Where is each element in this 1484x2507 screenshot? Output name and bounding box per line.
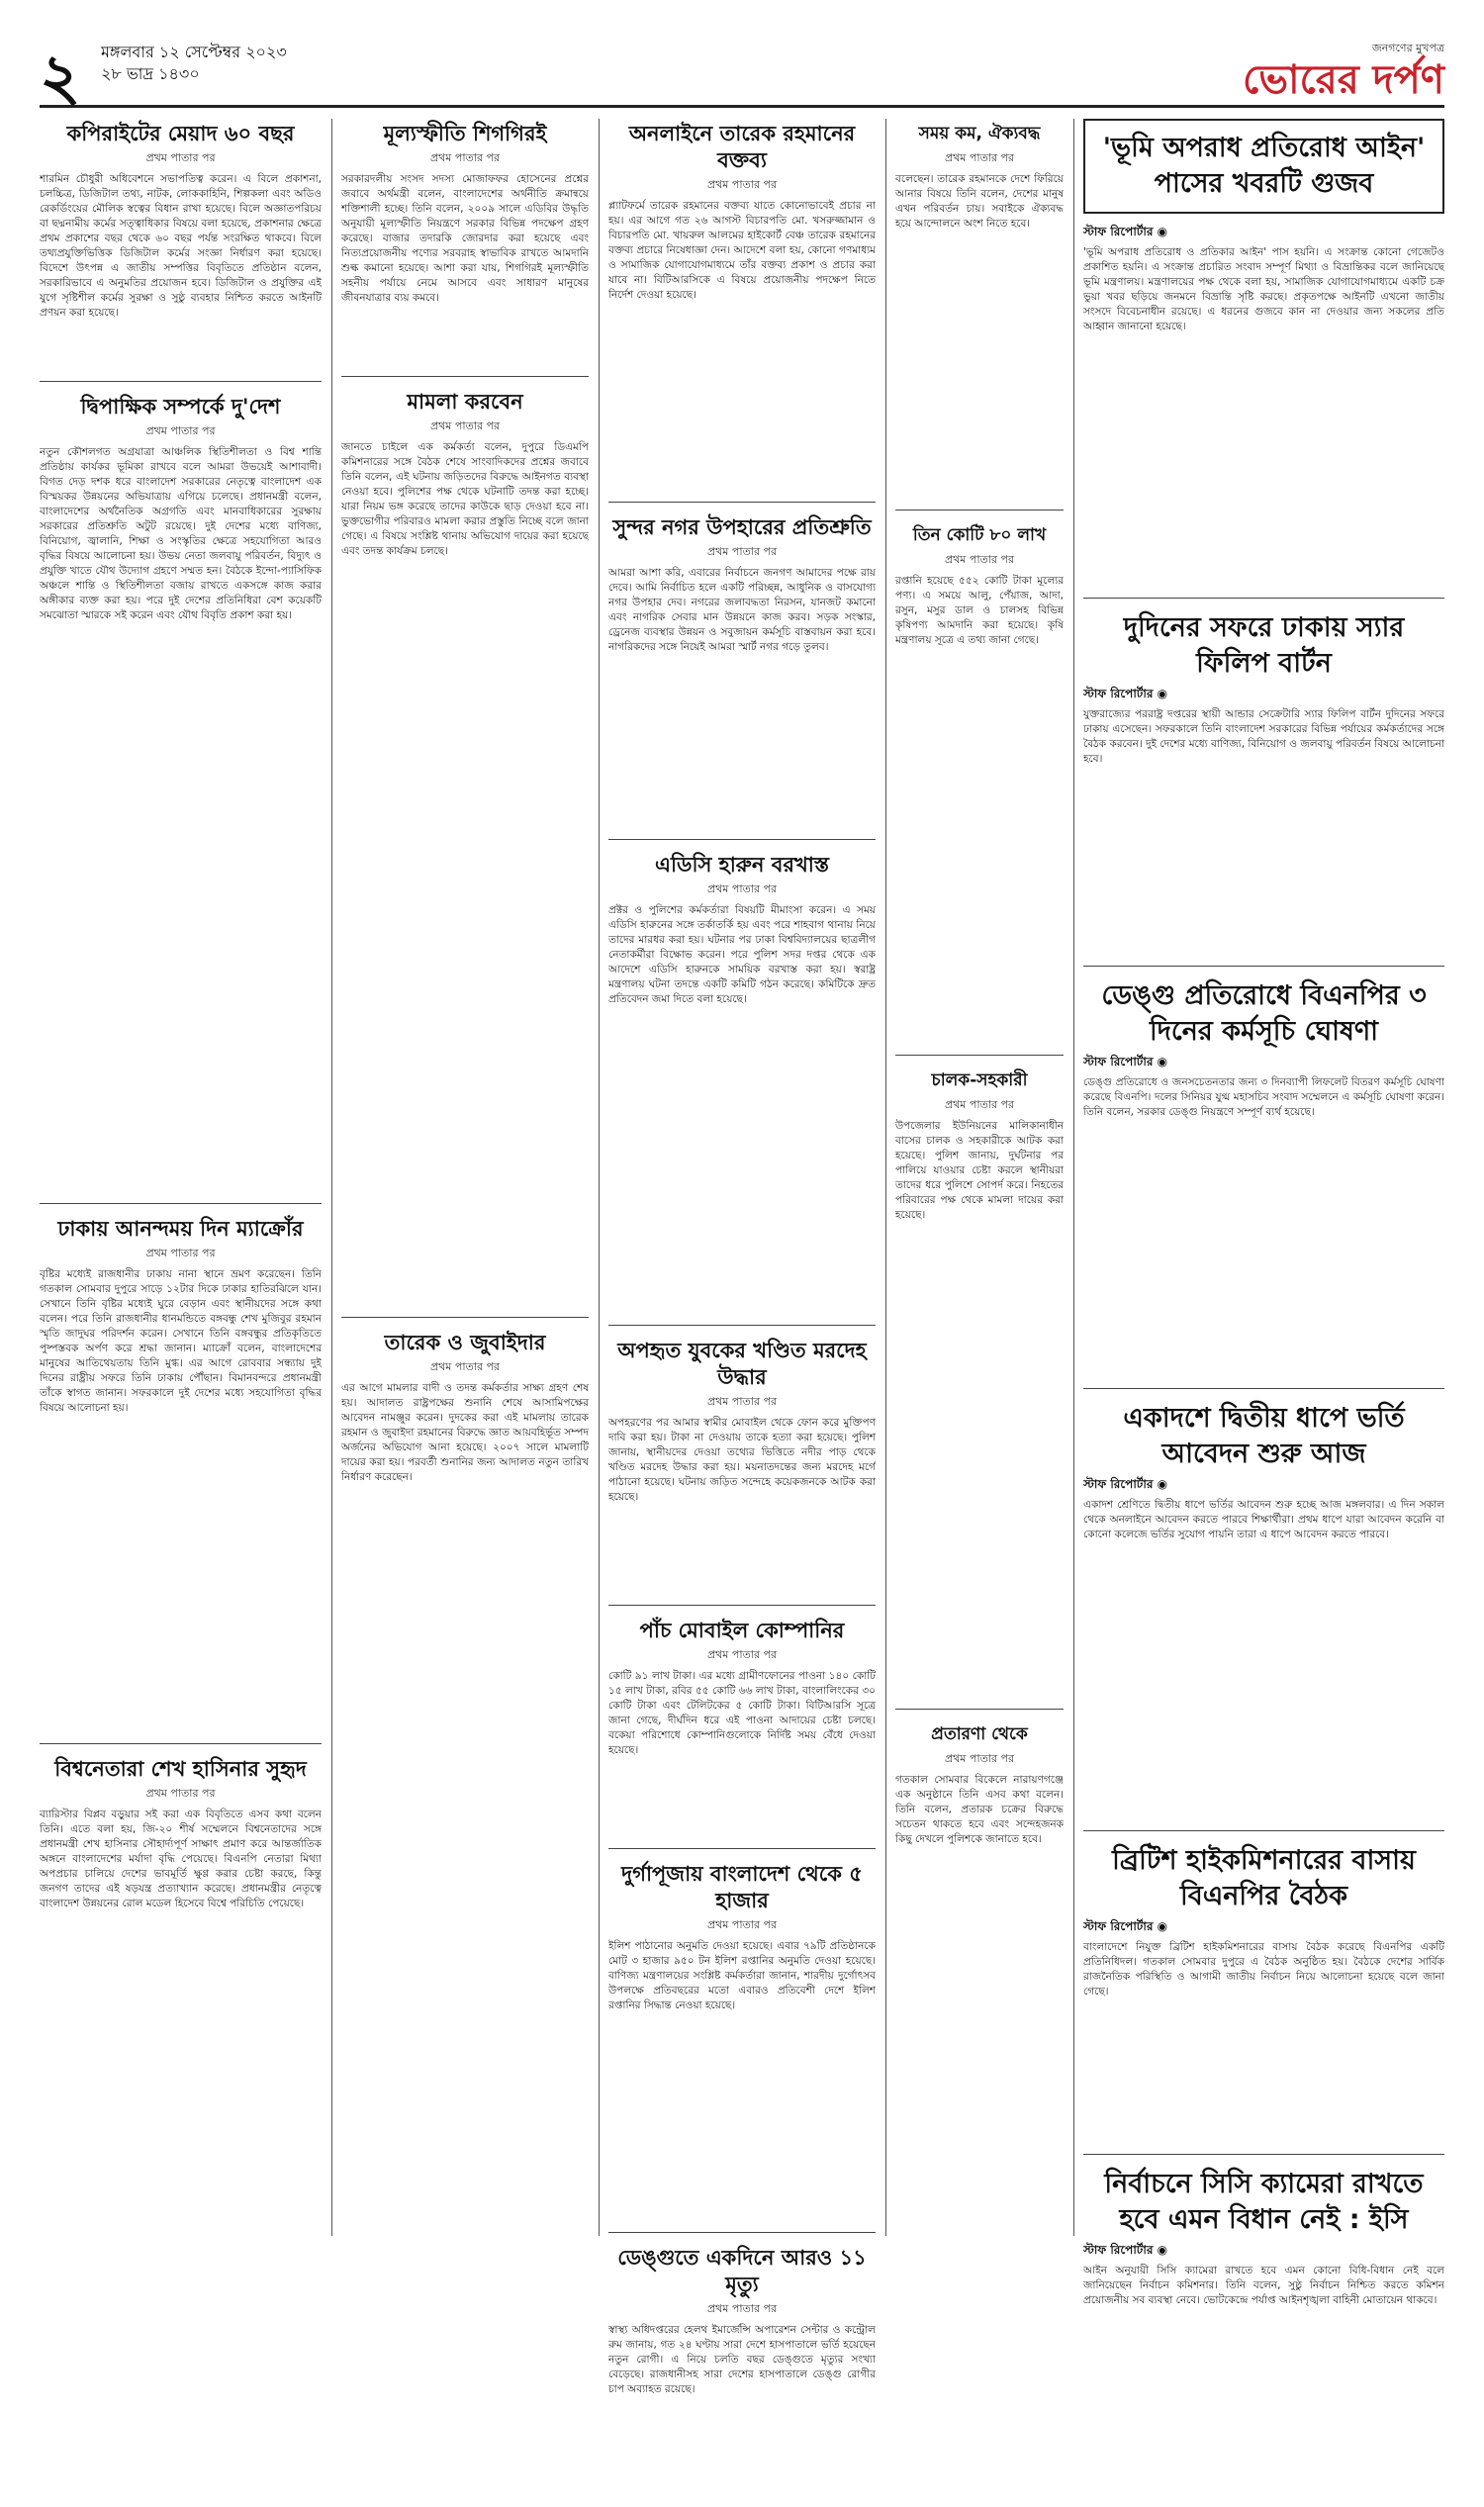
continued-label: প্রথম পাতার পর	[944, 553, 1015, 566]
article-headline: মূল্যস্ফীতি শিগগিরই	[383, 122, 547, 145]
article	[40, 1214, 322, 1744]
article-body: জানতে চাইলে এক কর্মকর্তা বলেন, দুপুরে ডিএমপি কমিশনারের সঙ্গে বৈঠক শেষে সাংবাদিকদের প্রশ্নের জবাবে তিনি বলেন, এই ঘটনায় জড়িতদের বিরুদ্ধে আইনগত ব্যবস্থা নেওয়া হবে। পুলিশের পক্ষ থেকে ঘটনাটি তদন্ত করা হচ্ছে। যারা নিয়ম ভঙ্গ করেছে তাদের কাউকে ছাড় দেওয়া হবে না। ভুক্তভোগীর পরিবারও মামলা করার প্রস্তুতি নিচ্ছে বলে জানা গেছে। এ বিষয়ে সংশ্লিষ্ট থানায় অভিযোগ দায়ের করা হয়েছে এবং তদন্ত কার্যক্রম চলছে।	[341, 441, 589, 557]
column-5	[1083, 119, 1444, 2477]
column-rule	[331, 119, 332, 2236]
article-body: উপজেলার ইউনিয়নের মালিকানাধীন বাসের চালক ও সহকারীকে আটক করা হয়েছে। পুলিশ জানায়, দুর্ঘটনার পর পালিয়ে যাওয়ার চেষ্টা করলে স্থানীয়রা তাদের ধরে পুলিশে সোপর্দ করে। নিহতের পরিবারের পক্ষ থেকে মামলা দায়ের করা হয়েছে।	[895, 1120, 1064, 1221]
article-body: ডেঙ্গু প্রতিরোধে ও জনসচেতনতার জন্য ৩ দিনব্যাপী লিফলেট বিতরণ কর্মসূচি ঘোষণা করেছে বিএনপি। দলের সিনিয়র যুগ্ম মহাসচিব সংবাদ সম্মেলনে এ কর্মসূচি ঘোষণা করেন। তিনি বলেন, সরকার ডেঙ্গু নিয়ন্ত্রণে সম্পূর্ণ ব্যর্থ হয়েছে।	[1083, 1076, 1444, 1118]
article-body: শারমিন চৌধুরী অধিবেশনে সভাপতিত্ব করেন। এ বিলে প্রকাশনা, চলচ্চিত্র, ডিজিটাল তথ্য, নাটক, লোককাহিনি, শিল্পকলা এবং অডিও রেকর্ডিংয়ের মৌলিক স্বত্বের বিধান রাখা হয়েছে। বিলে অজ্ঞাতপরিচয় বা ছদ্মনামীয় কর্মের সত্ত্বাধিকার বিষয়ে বলা হয়েছে, প্রকাশনার ক্ষেত্রে প্রথম প্রকাশের বছর থেকে ৬০ বছর পর্যন্ত সংরক্ষিত থাকবে। বিলে তথ্যপ্রযুক্তিভিত্তিক ডিজিটাল কর্মের সংজ্ঞা নির্ধারণ করা হয়েছে। বিদেশে উৎপন্ন এ জাতীয় সম্পত্তির বিবৃতিতে প্রতিষ্ঠান বলেন, সরকারিভাবে এ অনুমতির প্রয়োজন হবে। ডিজিটাল ও প্রযুক্তির এই যুগে সৃষ্টিশীল কর্মের সুরক্ষা ও সুষ্ঠু ব্যবহার নিশ্চিত করতে আইনটি প্রণয়ন করা হয়েছে।	[40, 173, 322, 319]
article-headline: পাঁচ মোবাইল কোম্পানির	[639, 1619, 845, 1642]
article	[895, 1066, 1064, 1710]
date-bengali: ২৮ ভাদ্র ১৪৩০	[101, 64, 200, 83]
article-headline: দুর্গাপূজায় বাংলাদেশ থেকে ৫ হাজার	[621, 1862, 863, 1912]
article	[40, 1754, 322, 2140]
article	[40, 392, 322, 1204]
article-body: প্রক্টর ও পুলিশের কর্মকর্তারা বিষয়টি মীমাংসা করেন। এ সময় এডিসি হারুনের সঙ্গে তর্কাতর্কি হয় এবং পরে শাহবাগ থানায় নিয়ে তাদের মারধর করা হয়। ঘটনার পর ঢাকা বিশ্ববিদ্যালয়ের ছাত্রলীগ নেতাকর্মীরা বিক্ষোভ করেন। পরে পুলিশ সদর দপ্তর থেকে এক আদেশে এডিসি হারুনকে সাময়িক বরখাস্ত করা হয়। স্বরাষ্ট্র মন্ত্রণালয় ঘটনা তদন্তে একটি কমিটি গঠন করেছে। কমিটিকে দ্রুত প্রতিবেদন জমা দিতে বলা হয়েছে।	[608, 904, 876, 1005]
article-body: যুক্তরাজ্যের পররাষ্ট্র দপ্তরের স্থায়ী আন্ডার সেক্রেটারি স্যার ফিলিপ বার্টন দুদিনের সফরে ঢাকায় এসেছেন। সফরকালে তিনি বাংলাদেশ সরকারের বিভিন্ন পর্যায়ের কর্মকর্তাদের সঙ্গে বৈঠক করবেন। দুই দেশের মধ্যে বাণিজ্য, বিনিয়োগ ও জলবায়ু পরিবর্তন বিষয়ে আলোচনা হবে।	[1083, 708, 1444, 765]
article-headline: একাদশে দ্বিতীয় ধাপে ভর্তি আবেদন শুরু আজ	[1123, 1403, 1405, 1469]
article-body: স্বাস্থ্য অধিদপ্তরের হেলথ ইমার্জেন্সি অপারেশন সেন্টার ও কন্ট্রোল রুম জানায়, গত ২৪ ঘণ্টায় সারা দেশে হাসপাতালে ভর্তি হয়েছেন নতুন রোগী। এ নিয়ে চলতি বছর ডেঙ্গুতে মৃত্যুর সংখ্যা বেড়েছে। রাজধানীসহ সারা দেশের হাসপাতালে ডেঙ্গু রোগীর চাপ অব্যাহত রয়েছে।	[608, 2324, 876, 2395]
page-number: ২	[40, 41, 81, 115]
article-headline: সুন্দর নগর উপহারের প্রতিশ্রুতি	[612, 515, 872, 539]
continued-label: প্রথম পাতার পর	[944, 1098, 1015, 1111]
continued-label: প্রথম পাতার পর	[145, 1247, 216, 1259]
article-body: প্ল্যাটফর্মে তারেক রহমানের বক্তব্য যাতে কোনোভাবেই প্রচার না হয়। এর আগে গত ২৬ আগস্ট বিচারপতি মো. খসরুজ্জামান ও বিচারপতি মো. খায়রুল আলমের হাইকোর্ট বেঞ্চ তারেক রহমানের বক্তব্য প্রচারে নিষেধাজ্ঞা দেন। আদেশে বলা হয়, কোনো গণমাধ্যম ও সামাজিক যোগাযোগমাধ্যমে তাঁর বক্তব্য প্রকাশ ও প্রচার করা যাবে না। বিটিআরসিকে এ বিষয়ে প্রয়োজনীয় পদক্ষেপ নিতে নির্দেশ দেওয়া হয়েছে।	[608, 200, 876, 301]
article-headline: ডেঙ্গুতে একদিনে আরও ১১ মৃত্যু	[617, 2246, 867, 2296]
article-headline: ডেঙ্গু প্রতিরোধে বিএনপির ৩ দিনের কর্মসূচি ঘোষণা	[1101, 980, 1427, 1047]
continued-label: প্রথম পাতার পর	[706, 1918, 778, 1931]
column-rule	[599, 119, 600, 2236]
continued-label: প্রথম পাতার পর	[706, 178, 778, 191]
article-body: একাদশ শ্রেণিতে দ্বিতীয় ধাপে ভর্তির আবেদন শুরু হচ্ছে আজ মঙ্গলবার। এ দিন সকাল থেকে অনলাইনে আবেদন করতে পারবে শিক্ষার্থীরা। প্রথম ধাপে যারা আবেদন করেনি বা কোনো কলেজে ভর্তির সুযোগ পায়নি তারা এ ধাপে আবেদন করতে পারবে।	[1083, 1499, 1444, 1540]
headline-box	[1083, 119, 1444, 214]
article-body: আমরা আশা করি, এবারের নির্বাচনে জনগণ আমাদের পক্ষে রায় দেবে। আমি নির্বাচিত হলে একটি পরিচ্ছন্ন, আধুনিক ও বাসযোগ্য নগর উপহার দেব। নগরের জলাবদ্ধতা নিরসন, যানজট কমানো এবং নাগরিক সেবার মান উন্নয়নে কাজ করব। সড়ক সংস্কার, ড্রেনেজ ব্যবস্থার উন্নয়ন ও সবুজায়ন কর্মসূচি বাস্তবায়ন করা হবে। নাগরিকদের সঙ্গে নিয়েই আমরা স্মার্ট নগর গড়ে তুলব।	[608, 567, 876, 653]
article-body: ইলিশ পাঠানোর অনুমতি দেওয়া হয়েছে। এবার ৭৯টি প্রতিষ্ঠানকে মোট ৩ হাজার ৯৫০ টন ইলিশ রপ্তানির অনুমতি দেওয়া হয়েছে। বাণিজ্য মন্ত্রণালয়ের সংশ্লিষ্ট কর্মকর্তারা জানান, শারদীয় দুর্গোৎসব উপলক্ষে প্রতিবছরের মতো এবারও প্রতিবেশী দেশে ইলিশ রপ্তানির সিদ্ধান্ত নেওয়া হয়েছে।	[608, 1940, 876, 2011]
article-headline: তিন কোটি ৮০ লাখ	[912, 525, 1047, 545]
continued-label: প্রথম পাতার পর	[706, 545, 778, 558]
newspaper-logo	[1243, 40, 1444, 102]
column-2	[341, 119, 589, 2258]
article	[1083, 976, 1444, 1389]
article	[1083, 608, 1444, 967]
article	[40, 119, 322, 382]
article-headline: সময় কম, ঐক্যবদ্ধ	[918, 124, 1041, 143]
article-body: এর আগে মামলার বাদী ও তদন্ত কর্মকর্তার সাক্ষ্য গ্রহণ শেষ হয়। আদালত রাষ্ট্রপক্ষের শুনানি শেষে আসামিপক্ষের আবেদন নামঞ্জুর করেন। দুদকের করা এই মামলায় তারেক রহমান ও জুবাইদা রহমানের বিরুদ্ধে জ্ঞাত আয়বহির্ভূত সম্পদ অর্জনের অভিযোগ আনা হয়েছে। ২০০৭ সালে মামলাটি দায়ের করা হয়। পরবর্তী শুনানির জন্য আদালত নতুন তারিখ নির্ধারণ করেছেন।	[341, 1382, 589, 1483]
article	[341, 387, 589, 1318]
article-body: রপ্তানি হয়েছে ৫৫২ কোটি টাকা মূল্যের পণ্য। এ সময়ে আলু, পেঁয়াজ, আদা, রসুন, মসুর ডাল ও চালসহ বিভিন্ন কৃষিপণ্য আমদানি করা হয়েছে। কৃষি মন্ত্রণালয় সূত্রে এ তথ্য জানা গেছে।	[895, 575, 1064, 646]
logo-tagline: জনগণের মুখপত্র	[1371, 42, 1444, 54]
article-headline: ঢাকায় আনন্দময় দিন ম্যাক্রোঁর	[57, 1217, 304, 1241]
byline: স্টাফ রিপোর্টার ◉	[1083, 687, 1168, 700]
continued-label: প্রথম পাতার পর	[145, 151, 216, 164]
article	[608, 119, 876, 503]
continued-label: প্রথম পাতার পর	[429, 151, 501, 164]
byline: স্টাফ রিপোর্টার ◉	[1083, 225, 1168, 238]
article	[608, 512, 876, 840]
continued-label: প্রথম পাতার পর	[944, 151, 1015, 164]
article-body: গতকাল সোমবার বিকেলে নারায়ণগঞ্জে এক অনুষ্ঠানে তিনি এসব কথা বলেন। তিনি বলেন, প্রতারক চক্রের বিরুদ্ধে সচেতন থাকতে হবে এবং সন্দেহজনক কিছু দেখলে পুলিশকে জানাতে হবে।	[895, 1774, 1064, 1845]
article-body: অপহরণের পর আমার স্বামীর মোবাইল থেকে ফোন করে মুক্তিপণ দাবি করা হয়। টাকা না দেওয়ায় তাকে হত্যা করা হয়েছে। পুলিশ জানায়, স্থানীয়দের দেওয়া তথ্যের ভিত্তিতে নদীর পাড় থেকে খণ্ডিত মরদেহ উদ্ধার করা হয়। ময়নাতদন্তের জন্য মরদেহ মর্গে পাঠানো হয়েছে। ঘটনায় জড়িত সন্দেহে কয়েকজনকে আটক করা হয়েছে।	[608, 1417, 876, 1503]
article	[341, 119, 589, 377]
article	[1083, 1841, 1444, 2155]
article-headline: এডিসি হারুন বরখাস্ত	[655, 853, 829, 877]
article	[1083, 119, 1444, 599]
article-headline: মামলা করবেন	[407, 390, 523, 414]
article-headline: দুদিনের সফরে ঢাকায় স্যার ফিলিপ বার্টন	[1123, 612, 1405, 679]
column-rule	[885, 119, 886, 2236]
article-headline: অপহৃত যুবকের খণ্ডিত মরদেহ উদ্ধার	[617, 1339, 867, 1389]
article	[608, 1859, 876, 2233]
continued-label: প্রথম পাতার পর	[145, 1787, 216, 1800]
article-headline: বিশ্বনেতারা শেখ হাসিনার সুহৃদ	[54, 1757, 307, 1781]
article	[608, 850, 876, 1326]
dateline	[101, 42, 287, 85]
article-body: কোটি ৯১ লাখ টাকা। এর মধ্যে গ্রামীণফোনের পাওনা ১৪০ কোটি ১৫ লাখ টাকা, রবির ৫৫ কোটি ৬৬ লাখ টাকা, বাংলালিংকের ৩০ কোটি টাকা এবং টেলিটকের ৫ কোটি টাকা। বিটিআরসি সূত্রে জানা গেছে, দীর্ঘদিন ধরে এই পাওনা আদায়ের চেষ্টা চলছে। বকেয়া পরিশোধে কোম্পানিগুলোকে নির্দিষ্ট সময় বেঁধে দেওয়া হয়েছে।	[608, 1670, 876, 1756]
article	[895, 1719, 1064, 2293]
continued-label: প্রথম পাতার পর	[429, 1360, 501, 1373]
column-1	[40, 119, 322, 2150]
continued-label: প্রথম পাতার পর	[706, 1395, 778, 1408]
article	[895, 119, 1064, 511]
article	[608, 2243, 876, 2497]
article-headline: প্রতারণা থেকে	[931, 1724, 1028, 1744]
date-gregorian: মঙ্গলবার ১২ সেপ্টেম্বর ২০২৩	[101, 43, 287, 61]
article-body: ব্যারিস্টার বিপ্লব বড়ুয়ার সই করা এক বিবৃতিতে এসব কথা বলেন তিনি। এতে বলা হয়, জি-২০ শীর্ষ সম্মেলনে বিশ্বনেতাদের সঙ্গে প্রধানমন্ত্রী শেখ হাসিনার সৌহার্দ্যপূর্ণ সাক্ষাৎ প্রমাণ করে আন্তর্জাতিক অঙ্গনে বাংলাদেশের মর্যাদা বৃদ্ধি পেয়েছে। বিএনপি নেতারা মিথ্যা অপপ্রচার চালিয়ে দেশের ভাবমূর্তি ক্ষুণ্ণ করার চেষ্টা করছে, কিন্তু জনগণ তাদের এই ষড়যন্ত্র প্রত্যাখ্যান করেছে। প্রধানমন্ত্রীর নেতৃত্বে বাংলাদেশ উন্নয়নের রোল মডেল হিসেবে বিশ্বে পরিচিতি পেয়েছে।	[40, 1809, 322, 1909]
article-headline: নির্বাচনে সিসি ক্যামেরা রাখতে হবে এমন বিধান নেই : ইসি	[1104, 2169, 1424, 2235]
byline: স্টাফ রিপোর্টার ◉	[1083, 1055, 1168, 1068]
byline: স্টাফ রিপোর্টার ◉	[1083, 2243, 1168, 2257]
column-4	[895, 119, 1064, 2303]
article	[341, 1328, 589, 2248]
article-body: নতুন কৌশলগত অগ্রযাত্রা আঞ্চলিক স্থিতিশীলতা ও বিশ্ব শান্তি প্রতিষ্ঠায় কার্যকর ভূমিকা রাখবে বলে আমরা উভয়েই আশাবাদী। বিগত দেড় দশক ধরে বাংলাদেশ সরকারের নেতৃত্বে বাংলাদেশ এক বিস্ময়কর উন্নয়নের অভিযাত্রায় এগিয়ে চলেছে। প্রধানমন্ত্রী বলেন, বাংলাদেশের অর্থনৈতিক অগ্রগতি এবং মানবাধিকারের সুরক্ষায় সরকারের প্রতিশ্রুতি অটুট রয়েছে। দুই দেশের মধ্যে বাণিজ্য, বিনিয়োগ, জ্বালানি, শিক্ষা ও সংস্কৃতির ক্ষেত্রে সহযোগিতা আরও বৃদ্ধির বিষয়ে আলোচনা হয়। উভয় নেতা জলবায়ু পরিবর্তন, বিদ্যুৎ ও প্রযুক্তি খাতে যৌথ উদ্যোগ গ্রহণে সম্মত হন। বৈঠকে ইন্দো-প্যাসিফিক অঞ্চলে শান্তি ও স্থিতিশীলতা বজায় রাখতে একসঙ্গে কাজ করার অঙ্গীকার ব্যক্ত করা হয়। পরে দুই দেশের প্রতিনিধিরা বেশ কয়েকটি সমঝোতা স্মারকে সই করেন এবং যৌথ বিবৃতি প্রকাশ করা হয়।	[40, 446, 322, 621]
article-headline: তারেক ও জুবাইদার	[384, 1331, 546, 1354]
byline: স্টাফ রিপোর্টার ◉	[1083, 1477, 1168, 1491]
article-body: সরকারদলীয় সংসদ সদস্য মোজাফফর হোসেনের প্রশ্নের জবাবে অর্থমন্ত্রী বলেন, বাংলাদেশের অর্থনীতি ক্রমান্বয়ে শক্তিশালী হচ্ছে। তিনি বলেন, ২০০৯ সালে এডিবির উদ্ধৃতি অনুযায়ী মূল্যস্ফীতি নিয়ন্ত্রণে সরকার বিভিন্ন পদক্ষেপ গ্রহণ করেছে। বাজার তদারকি জোরদার করা হয়েছে এবং নিত্যপ্রয়োজনীয় পণ্যের সরবরাহ স্বাভাবিক রাখতে আমদানি শুল্ক কমানো হয়েছে। আশা করা যায়, শিগগিরই মূল্যস্ফীতি সহনীয় পর্যায়ে নেমে আসবে এবং সাধারণ মানুষের জীবনযাত্রার ব্যয় কমবে।	[341, 173, 589, 304]
column-3	[608, 119, 876, 2507]
logo-name: ভোরের দর্পণ	[1243, 57, 1444, 103]
article-headline: অনলাইনে তারেক রহমানের বক্তব্য	[628, 122, 856, 172]
article-body: আইন অনুযায়ী সিসি ক্যামেরা রাখতে হবে এমন কোনো বিধি-বিধান নেই বলে জানিয়েছেন নির্বাচন কমিশনার। তিনি বলেন, সুষ্ঠু নির্বাচন নিশ্চিত করতে কমিশন প্রয়োজনীয় সব ব্যবস্থা নেবে। ভোটকেন্দ্রে পর্যাপ্ত আইনশৃঙ্খলা বাহিনী মোতায়েন থাকবে।	[1083, 2265, 1444, 2306]
continued-label: প্রথম পাতার পর	[429, 419, 501, 432]
article-headline: চালক-সহকারী	[931, 1070, 1028, 1090]
article-headline: দ্বিপাক্ষিক সম্পর্কে দু'দেশ	[80, 395, 281, 418]
article	[608, 1616, 876, 1849]
byline: স্টাফ রিপোর্টার ◉	[1083, 1919, 1168, 1933]
continued-label: প্রথম পাতার পর	[944, 1752, 1015, 1765]
article-body: বাংলাদেশে নিযুক্ত ব্রিটিশ হাইকমিশনারের বাসায় বৈঠক করেছে বিএনপির একটি প্রতিনিধিদল। গতকাল সোমবার দুপুরে এ বৈঠক অনুষ্ঠিত হয়। বৈঠকে দেশের সার্বিক রাজনৈতিক পরিস্থিতি ও আগামী জাতীয় নির্বাচন নিয়ে আলোচনা হয়েছে বলে জানা গেছে।	[1083, 1941, 1444, 1997]
article-headline: ব্রিটিশ হাইকমিশনারের বাসায় বিএনপির বৈঠক	[1112, 1845, 1416, 1911]
article	[1083, 2165, 1444, 2467]
article	[895, 520, 1064, 1056]
article-headline: 'ভূমি অপরাধ প্রতিরোধ আইন' পাসের খবরটি গুজব	[1102, 133, 1426, 199]
continued-label: প্রথম পাতার পর	[706, 2302, 778, 2315]
column-rule	[1073, 119, 1074, 2236]
article-body: 'ভূমি অপরাধ প্রতিরোধ ও প্রতিকার আইন' পাস হয়নি। এ সংক্রান্ত কোনো গেজেটও প্রকাশিত হয়নি। এ সংক্রান্ত প্রচারিত সংবাদ সম্পূর্ণ মিথ্যা ও বিভ্রান্তিকর বলে জানিয়েছে ভূমি মন্ত্রণালয়। মন্ত্রণালয়ের পক্ষ থেকে বলা হয়, সামাজিক যোগাযোগমাধ্যমে একটি চক্র ভুয়া খবর ছড়িয়ে জনমনে বিভ্রান্তি সৃষ্টি করছে। প্রকৃতপক্ষে আইনটি এখনো জাতীয় সংসদে বিবেচনাধীন রয়েছে। এ ধরনের গুজবে কান না দেওয়ার জন্য সকলের প্রতি আহ্বান জানানো হয়েছে।	[1083, 246, 1444, 332]
article-headline: কপিরাইটের মেয়াদ ৬০ বছর	[66, 122, 295, 145]
article	[608, 1336, 876, 1606]
article-body: বৃষ্টির মধ্যেই রাজধানীর ঢাকায় নানা স্থানে ভ্রমণ করেছেন। তিনি গতকাল সোমবার দুপুরে সাড়ে ১২টার দিকে ঢাকার হাতিরঝিলে যান। সেখানে তিনি বৃষ্টির মধ্যেই ঘুরে বেড়ান এবং স্থানীয়দের সঙ্গে কথা বলেন। পরে তিনি রাজধানীর ধানমন্ডিতে বঙ্গবন্ধু শেখ মুজিবুর রহমান স্মৃতি জাদুঘর পরিদর্শন করেন। সেখানে তিনি বঙ্গবন্ধুর প্রতিকৃতিতে পুষ্পস্তবক অর্পণ করে শ্রদ্ধা জানান। ম্যাক্রোঁ বলেন, বাংলাদেশের মানুষের আতিথেয়তায় তিনি মুগ্ধ। এর আগে রোববার সন্ধ্যায় দুই দিনের রাষ্ট্রীয় সফরে তিনি ঢাকায় পৌঁছান। বিমানবন্দরে প্রধানমন্ত্রী তাঁকে স্বাগত জানান। সফরকালে দুই দেশের মধ্যে সহযোগিতা বৃদ্ধির বিষয়ে আলোচনা হয়।	[40, 1268, 322, 1414]
continued-label: প্রথম পাতার পর	[706, 1648, 778, 1661]
continued-label: প্রথম পাতার পর	[706, 882, 778, 895]
continued-label: প্রথম পাতার পর	[145, 424, 216, 437]
masthead	[40, 36, 1444, 115]
article-body: বলেছেন। তারেক রহমানকে দেশে ফিরিয়ে আনার বিষয়ে তিনি বলেন, দেশের মানুষ এখন পরিবর্তন চায়। সবাইকে ঐক্যবদ্ধ হয়ে আন্দোলনে অংশ নিতে হবে।	[895, 173, 1064, 230]
article	[1083, 1399, 1444, 1831]
